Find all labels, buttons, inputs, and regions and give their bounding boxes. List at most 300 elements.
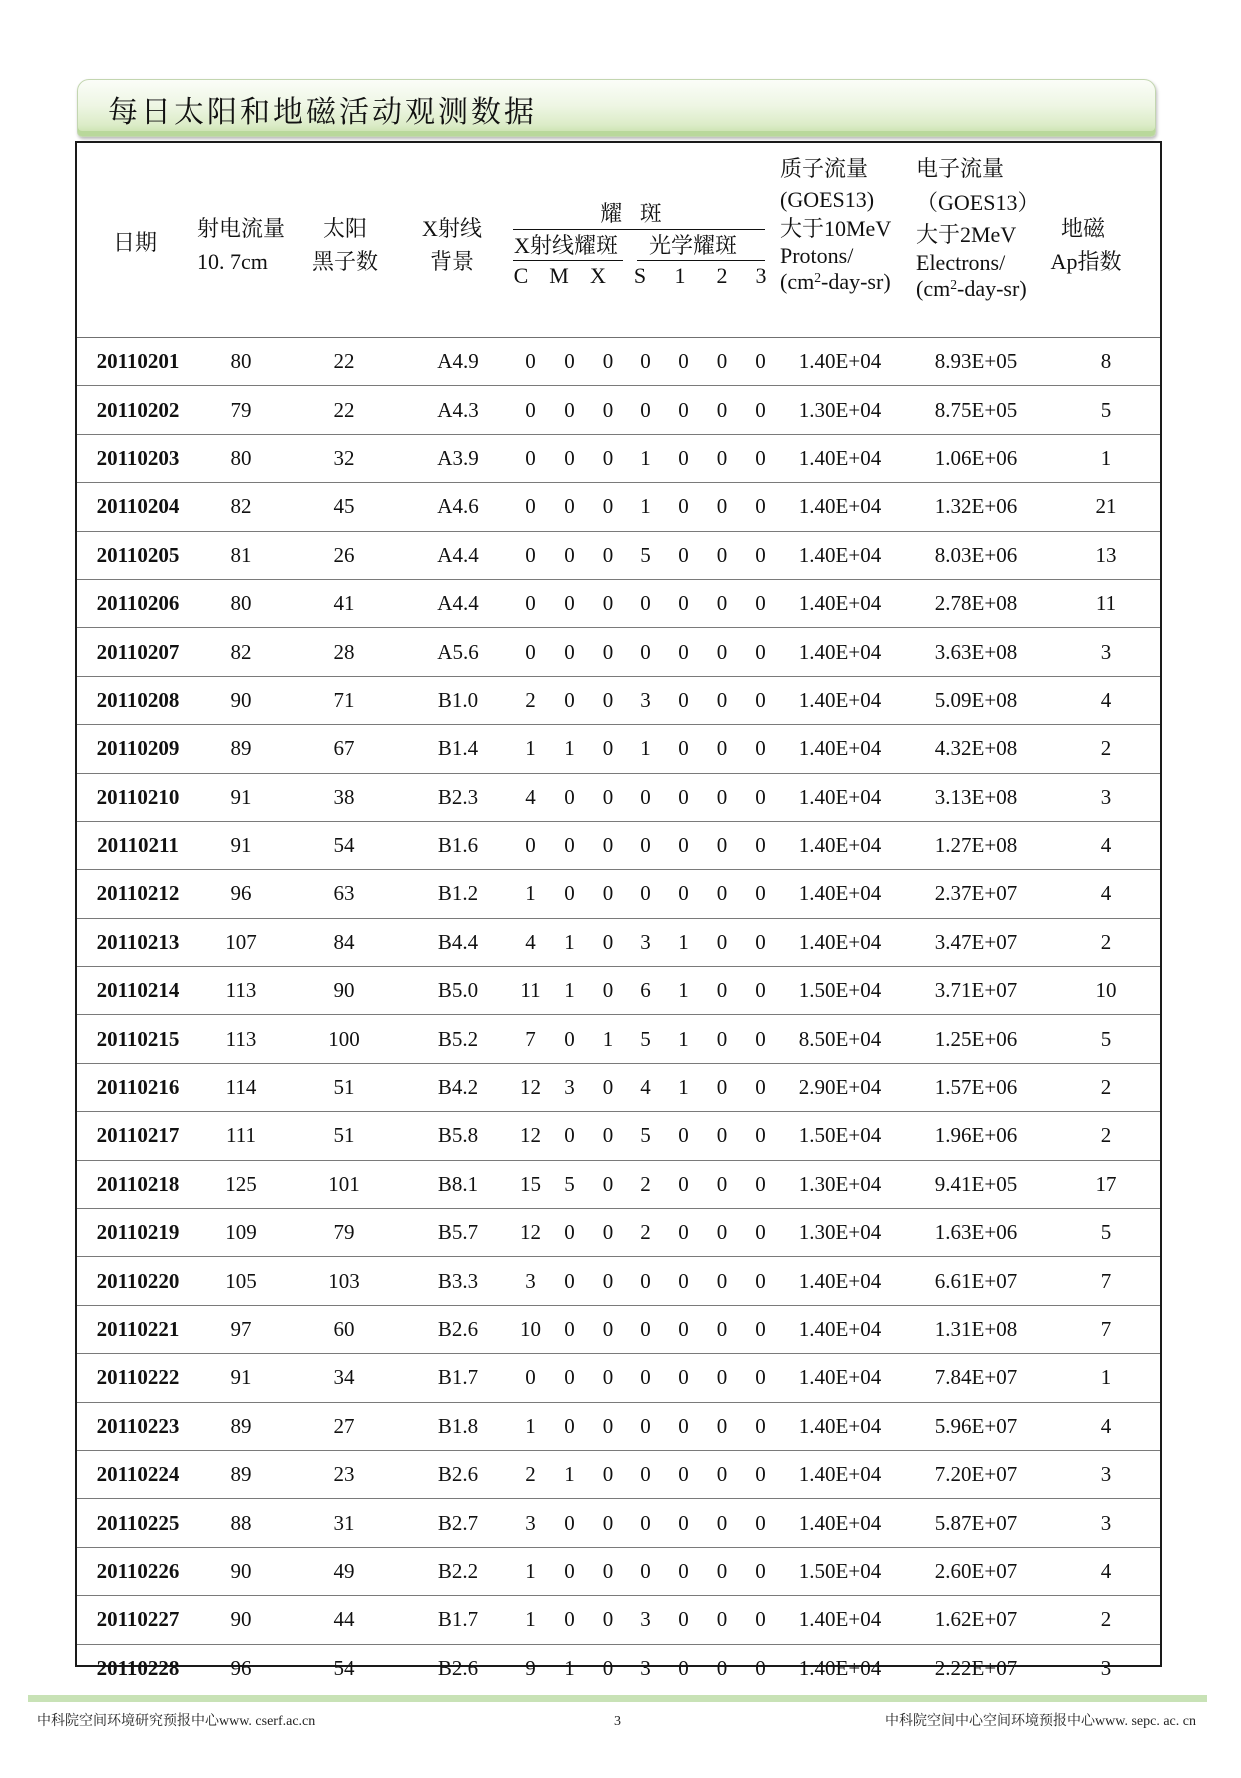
cell-date: 20110226 [77, 1547, 199, 1595]
header-flares: 耀 斑 [600, 201, 668, 226]
cell-flare-m: 1 [550, 1450, 589, 1498]
section-title-bar [77, 79, 1156, 137]
cell-ap-index: 21 [1052, 483, 1160, 531]
cell-sunspot-number: 71 [283, 676, 405, 724]
cell-sunspot-number: 101 [283, 1160, 405, 1208]
cell-flare-s: 6 [627, 967, 664, 1015]
cell-sunspot-number: 23 [283, 1450, 405, 1498]
cell-flare-x: 0 [589, 1499, 627, 1547]
cell-radio-flux: 90 [199, 1547, 283, 1595]
cell-proton-flux: 1.40E+04 [780, 821, 900, 869]
cell-sunspot-number: 54 [333, 1655, 355, 1680]
cell-flare-2: 0 [703, 483, 741, 531]
cell-flare-2: 0 [703, 773, 741, 821]
cell-flare-c: 12 [511, 1112, 550, 1160]
header-proton-threshold: 大于10MeV [780, 216, 892, 241]
cell-xray-background: B1.8 [405, 1402, 511, 1450]
cell-flare-s: 0 [627, 338, 664, 386]
cell-flare-1: 0 [664, 773, 703, 821]
page-number: 3 [614, 1714, 621, 1729]
table-row [77, 434, 1160, 482]
cell-electron-flux: 1.06E+06 [900, 434, 1052, 482]
table-row [77, 1063, 1160, 1111]
cell-proton-flux: 1.30E+04 [780, 1209, 900, 1257]
table-row [77, 773, 1160, 821]
cell-flare-c: 0 [511, 628, 550, 676]
cell-flare-x: 0 [589, 338, 627, 386]
cell-proton-flux: 1.40E+04 [780, 531, 900, 579]
cell-flare-x: 0 [589, 1257, 627, 1305]
cell-flare-m: 0 [550, 434, 589, 482]
cell-electron-flux: 2.78E+08 [900, 579, 1052, 627]
cell-flare-3: 0 [741, 628, 780, 676]
cell-flare-2: 0 [703, 1112, 741, 1160]
header-flares-divider [513, 229, 765, 230]
cell-flare-2: 0 [703, 1015, 741, 1063]
cell-flare-3: 0 [741, 1160, 780, 1208]
cell-flare-c: 0 [511, 579, 550, 627]
cell-flare-3: 0 [741, 434, 780, 482]
cell-flare-x: 0 [589, 1596, 627, 1644]
cell-ap-index: 10 [1052, 967, 1160, 1015]
cell-flare-c: 4 [511, 773, 550, 821]
cell-date: 20110202 [77, 386, 199, 434]
cell-flare-x: 1 [589, 1015, 627, 1063]
cell-flare-3: 0 [741, 579, 780, 627]
cell-ap-index: 7 [1052, 1305, 1160, 1353]
cell-flare-x: 0 [589, 531, 627, 579]
cell-flare-x: 0 [589, 1354, 627, 1402]
cell-flare-3: 0 [741, 967, 780, 1015]
header-geomagnetic: 地磁 [1060, 216, 1106, 241]
cell-proton-flux: 1.50E+04 [780, 967, 900, 1015]
cell-flare-m: 0 [550, 1305, 589, 1353]
cell-date: 20110211 [77, 821, 199, 869]
cell-flare-2: 0 [703, 386, 741, 434]
footer-divider [28, 1695, 1207, 1702]
cell-flare-3: 0 [741, 1547, 780, 1595]
cell-flare-3: 0 [755, 1655, 766, 1680]
cell-electron-flux: 7.84E+07 [900, 1354, 1052, 1402]
cell-electron-flux: 9.41E+05 [900, 1160, 1052, 1208]
cell-flare-x: 0 [589, 870, 627, 918]
cell-flare-s: 0 [627, 821, 664, 869]
cell-radio-flux: 125 [199, 1160, 283, 1208]
cell-ap-index: 1 [1052, 1354, 1160, 1402]
cell-date: 20110213 [77, 918, 199, 966]
header-class-s: S [633, 263, 647, 288]
cell-sunspot-number: 22 [283, 386, 405, 434]
cell-electron-flux: 8.93E+05 [900, 338, 1052, 386]
table-row [77, 1354, 1160, 1402]
cell-flare-x: 0 [589, 579, 627, 627]
cell-electron-flux: 1.63E+06 [900, 1209, 1052, 1257]
header-sunspot-number: 黑子数 [311, 249, 379, 274]
cell-sunspot-number: 63 [283, 870, 405, 918]
cell-xray-background: A4.4 [405, 579, 511, 627]
cell-proton-flux: 1.50E+04 [780, 1547, 900, 1595]
data-table-body [77, 338, 1160, 1692]
cell-sunspot-number: 90 [283, 967, 405, 1015]
cell-flare-m: 0 [550, 1547, 589, 1595]
cell-xray-background: B4.2 [405, 1063, 511, 1111]
cell-ap-index: 2 [1052, 1596, 1160, 1644]
cell-proton-flux: 1.40E+04 [780, 434, 900, 482]
cell-xray-background: B3.3 [405, 1257, 511, 1305]
cell-flare-m: 0 [550, 676, 589, 724]
cell-sunspot-number: 34 [283, 1354, 405, 1402]
header-radio-flux-wavelength: 10. 7cm [197, 249, 268, 274]
cell-proton-flux: 1.40E+04 [780, 1354, 900, 1402]
header-electron-label: Electrons/ [916, 250, 1006, 275]
table-row [77, 1015, 1160, 1063]
cell-xray-background: B1.7 [405, 1354, 511, 1402]
cell-radio-flux: 81 [199, 531, 283, 579]
cell-radio-flux: 97 [199, 1305, 283, 1353]
header-ap-index: Ap指数 [1050, 249, 1122, 274]
cell-ap-index: 5 [1052, 1015, 1160, 1063]
header-proton-label: Protons/ [780, 243, 854, 268]
cell-date: 20110215 [77, 1015, 199, 1063]
cell-electron-flux: 3.47E+07 [900, 918, 1052, 966]
table-row [77, 870, 1160, 918]
cell-flare-1: 1 [664, 967, 703, 1015]
table-row [77, 579, 1160, 627]
cell-radio-flux: 90 [199, 676, 283, 724]
cell-flare-m: 1 [550, 725, 589, 773]
cell-xray-background: B2.6 [437, 1655, 479, 1680]
cell-sunspot-number: 60 [283, 1305, 405, 1353]
cell-flare-1: 0 [664, 628, 703, 676]
cell-flare-2: 0 [703, 1160, 741, 1208]
cell-flare-2: 0 [703, 1305, 741, 1353]
cell-flare-c: 4 [511, 918, 550, 966]
cell-flare-x: 0 [589, 918, 627, 966]
footer-right-org: 中科院空间中心空间环境预报中心www. sepc. ac. cn [885, 1714, 1196, 1729]
cell-ap-index: 7 [1052, 1257, 1160, 1305]
cell-sunspot-number: 28 [283, 628, 405, 676]
cell-ap-index: 13 [1052, 531, 1160, 579]
header-electron-unit: $(cm^2-day-sr)$ [916, 276, 1027, 301]
table-row [77, 1209, 1160, 1257]
cell-xray-background: A4.3 [405, 386, 511, 434]
cell-flare-c: 1 [511, 1547, 550, 1595]
cell-flare-s: 5 [627, 1112, 664, 1160]
cell-flare-2: 0 [703, 1402, 741, 1450]
cell-electron-flux: 5.87E+07 [900, 1499, 1052, 1547]
table-row [77, 1305, 1160, 1353]
cell-flare-m: 0 [550, 1499, 589, 1547]
cell-sunspot-number: 27 [283, 1402, 405, 1450]
cell-flare-s: 0 [627, 773, 664, 821]
cell-flare-3: 0 [741, 725, 780, 773]
cell-flare-2: 0 [716, 1655, 728, 1680]
cell-flare-3: 0 [741, 1596, 780, 1644]
table-row [77, 531, 1160, 579]
cell-flare-s: 0 [627, 1450, 664, 1498]
cell-flare-x: 0 [589, 773, 627, 821]
cell-flare-1: 1 [664, 1015, 703, 1063]
cell-ap-index: 2 [1052, 1063, 1160, 1111]
cell-flare-x: 0 [589, 483, 627, 531]
header-proton-unit: $(cm^2-day-sr)$ [780, 269, 891, 294]
cell-ap-index: 2 [1052, 1112, 1160, 1160]
cell-sunspot-number: 32 [283, 434, 405, 482]
cell-flare-c: 1 [511, 1402, 550, 1450]
page-title: 每日太阳和地磁活动观测数据 [108, 96, 537, 129]
cell-electron-flux: 1.96E+06 [900, 1112, 1052, 1160]
cell-flare-c: 10 [511, 1305, 550, 1353]
table-row [77, 1547, 1160, 1595]
cell-proton-flux: 1.40E+04 [780, 1402, 900, 1450]
cell-flare-s: 2 [627, 1160, 664, 1208]
cell-proton-flux: 1.40E+04 [780, 1596, 900, 1644]
cell-flare-c: 2 [511, 1450, 550, 1498]
cell-flare-1: 0 [664, 1402, 703, 1450]
cell-flare-s: 2 [627, 1209, 664, 1257]
cell-flare-1: 0 [664, 531, 703, 579]
cell-radio-flux: 91 [199, 821, 283, 869]
cell-flare-c: 3 [511, 1499, 550, 1547]
cell-radio-flux: 113 [199, 1015, 283, 1063]
cell-ap-index: 3 [1100, 1655, 1112, 1680]
cell-flare-m: 0 [550, 1209, 589, 1257]
cell-flare-1: 0 [664, 338, 703, 386]
cell-flare-s: 0 [627, 579, 664, 627]
cell-sunspot-number: 22 [283, 338, 405, 386]
table-header [77, 143, 1160, 338]
cell-proton-flux: 1.40E+04 [780, 870, 900, 918]
cell-flare-3: 0 [741, 386, 780, 434]
cell-sunspot-number: 67 [283, 725, 405, 773]
cell-flare-2: 0 [703, 531, 741, 579]
cell-flare-2: 0 [703, 676, 741, 724]
cell-xray-background: A5.6 [405, 628, 511, 676]
cell-flare-s: 0 [627, 1257, 664, 1305]
cell-sunspot-number: 44 [283, 1596, 405, 1644]
cell-xray-background: A3.9 [405, 434, 511, 482]
cell-radio-flux: 82 [199, 628, 283, 676]
table-row [77, 1257, 1160, 1305]
cell-xray-background: B1.6 [405, 821, 511, 869]
cell-flare-s: 0 [627, 1499, 664, 1547]
cell-flare-3: 0 [741, 1354, 780, 1402]
cell-ap-index: 8 [1052, 338, 1160, 386]
cell-flare-1: 0 [664, 579, 703, 627]
cell-flare-m: 5 [550, 1160, 589, 1208]
observation-table [75, 141, 1162, 1680]
cell-flare-s: 0 [627, 628, 664, 676]
cell-flare-x: 0 [602, 1655, 614, 1680]
cell-flare-2: 0 [703, 870, 741, 918]
cell-flare-2: 0 [703, 1209, 741, 1257]
cell-proton-flux: 1.40E+04 [780, 773, 900, 821]
table-row [77, 1160, 1160, 1208]
cell-radio-flux: 80 [199, 434, 283, 482]
cell-flare-x: 0 [589, 628, 627, 676]
cell-date: 20110217 [77, 1112, 199, 1160]
cell-flare-3: 0 [741, 1305, 780, 1353]
cell-flare-3: 0 [741, 1257, 780, 1305]
cell-flare-s: 3 [627, 676, 664, 724]
cell-ap-index: 2 [1052, 918, 1160, 966]
cell-flare-2: 0 [703, 579, 741, 627]
cell-xray-background: B5.0 [405, 967, 511, 1015]
cell-sunspot-number: 31 [283, 1499, 405, 1547]
cell-flare-1: 0 [664, 676, 703, 724]
cell-proton-flux: 1.40E+04 [780, 338, 900, 386]
cell-flare-m: 0 [550, 773, 589, 821]
cell-date: 20110218 [77, 1160, 199, 1208]
cell-flare-s: 0 [627, 870, 664, 918]
cell-radio-flux: 80 [199, 579, 283, 627]
cell-flare-1: 0 [664, 386, 703, 434]
cell-date: 20110212 [77, 870, 199, 918]
cell-xray-background: B4.4 [405, 918, 511, 966]
cell-flare-s: 5 [627, 531, 664, 579]
header-xray-flares-divider [513, 260, 623, 261]
cell-proton-flux: 1.30E+04 [780, 386, 900, 434]
cell-flare-c: 2 [511, 676, 550, 724]
cell-flare-2: 0 [703, 1547, 741, 1595]
cell-ap-index: 3 [1052, 1450, 1160, 1498]
cell-flare-m: 1 [550, 918, 589, 966]
cell-flare-m: 0 [550, 483, 589, 531]
cell-sunspot-number: 103 [283, 1257, 405, 1305]
cell-flare-m: 0 [550, 870, 589, 918]
cell-flare-c: 0 [511, 1354, 550, 1402]
cell-flare-x: 0 [589, 676, 627, 724]
cell-flare-2: 0 [703, 1499, 741, 1547]
cell-flare-s: 1 [627, 725, 664, 773]
cell-flare-s: 1 [627, 434, 664, 482]
cell-flare-c: 9 [525, 1655, 536, 1680]
cell-flare-2: 0 [703, 1063, 741, 1111]
cell-xray-background: B1.2 [405, 870, 511, 918]
cell-flare-s: 0 [627, 1547, 664, 1595]
header-class-3: 3 [755, 263, 767, 288]
cell-flare-m: 0 [550, 1354, 589, 1402]
cell-electron-flux: 1.57E+06 [900, 1063, 1052, 1111]
cell-flare-c: 0 [511, 821, 550, 869]
cell-radio-flux: 90 [199, 1596, 283, 1644]
cell-radio-flux: 105 [199, 1257, 283, 1305]
cell-radio-flux: 91 [199, 1354, 283, 1402]
cell-flare-1: 0 [664, 1596, 703, 1644]
cell-flare-s: 3 [640, 1655, 651, 1680]
cell-electron-flux: 1.32E+06 [900, 483, 1052, 531]
cell-date: 20110221 [77, 1305, 199, 1353]
cell-flare-x: 0 [589, 967, 627, 1015]
table-rows [77, 338, 1160, 1692]
cell-flare-1: 0 [664, 1547, 703, 1595]
cell-flare-c: 1 [511, 1596, 550, 1644]
cell-flare-1: 0 [664, 1160, 703, 1208]
cell-sunspot-number: 49 [283, 1547, 405, 1595]
cell-ap-index: 5 [1052, 386, 1160, 434]
cell-xray-background: B2.6 [405, 1450, 511, 1498]
header-proton-satellite: (GOES13) [780, 187, 875, 212]
header-class-1: 1 [674, 263, 686, 288]
cell-electron-flux: 7.20E+07 [900, 1450, 1052, 1498]
cell-flare-3: 0 [741, 821, 780, 869]
cell-electron-flux: 2.60E+07 [900, 1547, 1052, 1595]
cell-flare-x: 0 [589, 1547, 627, 1595]
cell-xray-background: B5.2 [405, 1015, 511, 1063]
cell-electron-flux: 3.63E+08 [900, 628, 1052, 676]
table-row [77, 1499, 1160, 1547]
cell-ap-index: 4 [1052, 1402, 1160, 1450]
cell-flare-x: 0 [589, 1160, 627, 1208]
cell-date: 20110219 [77, 1209, 199, 1257]
cell-flare-s: 5 [627, 1015, 664, 1063]
cell-flare-3: 0 [741, 1112, 780, 1160]
cell-flare-1: 0 [664, 1499, 703, 1547]
cell-date: 20110216 [77, 1063, 199, 1111]
header-electron-threshold: 大于2MeV [916, 222, 1017, 247]
cell-flare-m: 1 [564, 1655, 575, 1680]
cell-flare-c: 0 [511, 434, 550, 482]
cell-flare-1: 0 [664, 1354, 703, 1402]
cell-electron-flux: 5.96E+07 [900, 1402, 1052, 1450]
cell-flare-s: 4 [627, 1063, 664, 1111]
header-electron-flux: 电子流量 [916, 156, 1005, 181]
cell-date: 20110209 [77, 725, 199, 773]
cell-electron-flux: 1.27E+08 [900, 821, 1052, 869]
cell-date: 20110207 [77, 628, 199, 676]
cell-flare-1: 0 [664, 821, 703, 869]
cell-flare-s: 1 [627, 483, 664, 531]
cell-ap-index: 17 [1052, 1160, 1160, 1208]
cell-flare-3: 0 [741, 1063, 780, 1111]
cell-date: 20110206 [77, 579, 199, 627]
table-row [77, 1596, 1160, 1644]
cell-flare-1: 0 [664, 434, 703, 482]
cell-electron-flux: 1.25E+06 [900, 1015, 1052, 1063]
cell-flare-c: 0 [511, 386, 550, 434]
table-row [77, 1402, 1160, 1450]
cell-ap-index: 4 [1052, 1547, 1160, 1595]
table-row [77, 676, 1160, 724]
cell-flare-c: 7 [511, 1015, 550, 1063]
header-optical-flares: 光学耀斑 [648, 233, 738, 258]
cell-date: 20110227 [77, 1596, 199, 1644]
cell-proton-flux: 1.40E+04 [798, 1655, 882, 1680]
cell-flare-x: 0 [589, 821, 627, 869]
cell-sunspot-number: 51 [283, 1112, 405, 1160]
cell-xray-background: A4.6 [405, 483, 511, 531]
header-proton-flux: 质子流量 [780, 156, 869, 181]
cell-flare-m: 0 [550, 1015, 589, 1063]
cell-flare-1: 0 [664, 1112, 703, 1160]
cell-electron-flux: 3.71E+07 [900, 967, 1052, 1015]
cell-ap-index: 4 [1052, 870, 1160, 918]
cell-electron-flux: 4.32E+08 [900, 725, 1052, 773]
cell-radio-flux: 89 [199, 1402, 283, 1450]
cell-flare-x: 0 [589, 434, 627, 482]
cell-xray-background: B2.2 [405, 1547, 511, 1595]
cell-radio-flux: 111 [199, 1112, 283, 1160]
cell-flare-2: 0 [703, 1257, 741, 1305]
cell-date: 20110208 [77, 676, 199, 724]
cell-ap-index: 4 [1052, 821, 1160, 869]
header-electron-satellite: （GOES13） [916, 190, 1040, 215]
cell-radio-flux: 114 [199, 1063, 283, 1111]
cell-flare-3: 0 [741, 1499, 780, 1547]
cell-flare-c: 12 [511, 1063, 550, 1111]
cell-proton-flux: 1.40E+04 [780, 579, 900, 627]
cell-flare-2: 0 [703, 967, 741, 1015]
